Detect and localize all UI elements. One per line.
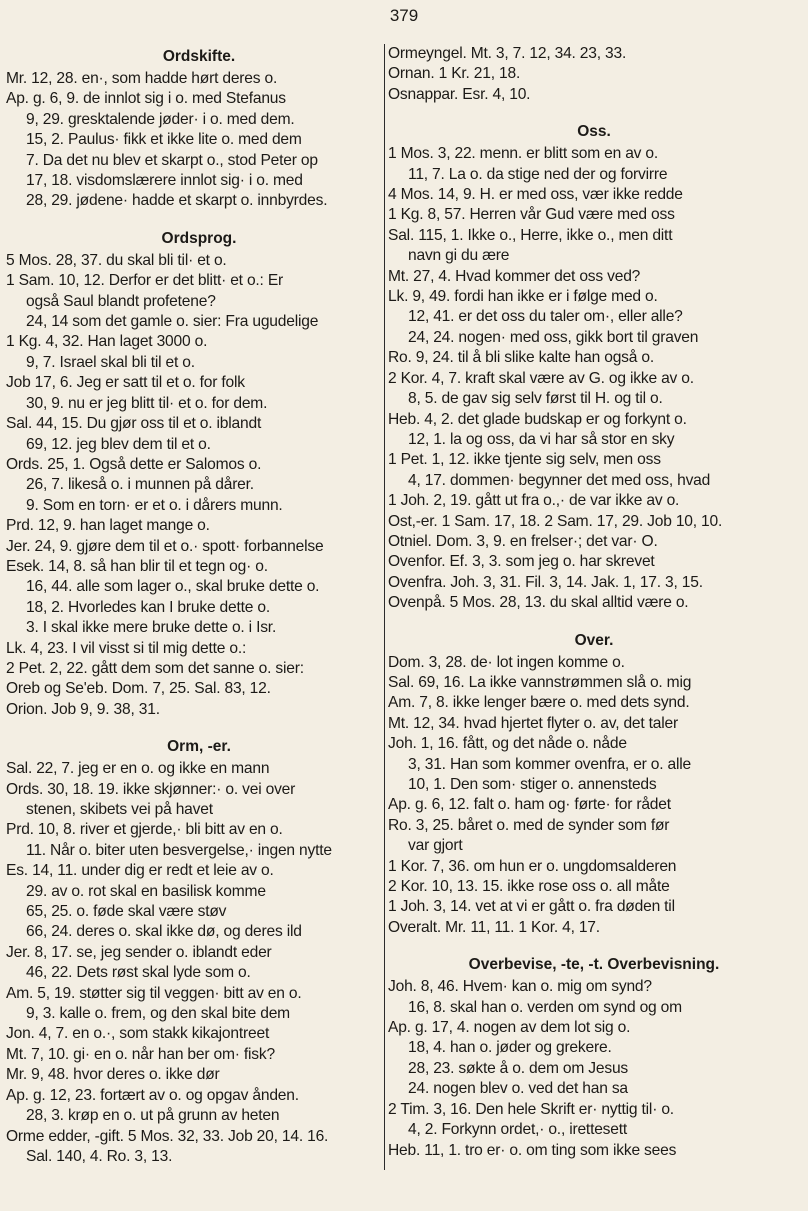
reference-line: navn gi du ære [408, 247, 510, 265]
reference-line: 18, 2. Hvorledes kan I bruke dette o. [26, 598, 270, 616]
reference-line: 8, 5. de gav sig selv først til H. og til o. [408, 390, 663, 408]
reference-line: Sal. 140, 4. Ro. 3, 13. [26, 1147, 173, 1165]
reference-line: 11. Når o. biter uten besvergelse,· ingen nytte [26, 841, 332, 859]
reference-line: Dom. 3, 28. de· lot ingen komme o. [388, 653, 625, 671]
reference-line: Ovenfor. Ef. 3, 3. som jeg o. har skrevet [388, 553, 655, 571]
reference-line: Jer. 8, 17. se, jeg sender o. iblandt eder [6, 943, 272, 961]
reference-line: Prd. 12, 9. han laget mange o. [6, 517, 210, 535]
reference-line: 69, 12. jeg blev dem til et o. [26, 435, 211, 453]
concordance-entry [6, 226, 392, 720]
reference-line: Ornan. 1 Kr. 21, 18. [388, 65, 521, 83]
reference-line: 28, 3. krøp en o. ut på grunn av heten [26, 1107, 280, 1125]
reference-line: Ap. g. 6, 9. de innlot sig i o. med Stefanus [6, 90, 286, 108]
right-column [384, 44, 800, 1161]
reference-line: Jon. 4, 7. en o.·, som stakk kikajontreet [6, 1025, 270, 1043]
reference-line: 16, 8. skal han o. verden om synd og om [408, 998, 682, 1016]
reference-line: 5 Mos. 28, 37. du skal bli til· et o. [6, 251, 227, 269]
reference-line: 1 Sam. 10, 12. Derfor er det blitt· et o.: Er [6, 272, 284, 290]
reference-line: 16, 44. alle som lager o., skal bruke dette o. [26, 578, 320, 596]
reference-line: 10, 1. Den som· stiger o. annensteds [408, 776, 657, 793]
reference-line: Osnappar. Esr. 4, 10. [388, 85, 531, 103]
reference-line: Job 17, 6. Jeg er satt til et o. for folk [6, 374, 245, 392]
reference-line: Ovenfra. Joh. 3, 31. Fil. 3, 14. Jak. 1, 17. 3, 15. [388, 573, 703, 591]
reference-line: 7. Da det nu blev et skarpt o., stod Peter op [26, 151, 318, 169]
reference-line: 2 Tim. 3, 16. Den hele Skrift er· nyttig til· o. [388, 1100, 674, 1118]
concordance-entry [388, 628, 800, 939]
reference-line: 9, 29. gresktalende jøder· i o. med dem. [26, 110, 295, 128]
reference-line: 3. I skal ikke mere bruke dette o. i Isr. [26, 619, 277, 637]
left-column [6, 44, 392, 1167]
page-number: 379 [389, 6, 419, 25]
reference-line: Otniel. Dom. 3, 9. en frelser·; det var· O. [388, 532, 658, 550]
concordance-entry [6, 734, 392, 1167]
reference-line: 4 Mos. 14, 9. H. er med oss, vær ikke redde [388, 186, 683, 204]
reference-line: 1 Joh. 2, 19. gått ut fra o.,· de var ikke av o. [388, 492, 680, 510]
entry-heading: Ordsprog. [161, 229, 237, 247]
reference-line: 4, 17. dommen· begynner det med oss, hvad [408, 471, 711, 489]
reference-line: Ap. g. 6, 12. falt o. ham og· førte· for rådet [388, 796, 671, 814]
entry-heading: Overbevise, -te, -t. Overbevisning. [468, 956, 720, 974]
concordance-entry [388, 952, 800, 1161]
reference-line: Sal. 69, 16. La ikke vannstrømmen slå o. mig [388, 673, 692, 691]
reference-line: Esek. 14, 8. så han blir til et tegn og· o. [6, 557, 268, 575]
reference-line: 24, 24. nogen· med oss, gikk bort til graven [408, 328, 699, 346]
reference-line: Ords. 30, 18. 19. ikke skjønner:· o. vei over [6, 780, 296, 798]
entry-heading: Ordskifte. [162, 48, 236, 65]
reference-line: 9. Som en torn· er et o. i dårers munn. [26, 496, 283, 514]
reference-line: Ro. 3, 25. båret o. med de synder som før [388, 816, 670, 834]
reference-line: Lk. 9, 49. fordi han ikke er i følge med o. [388, 288, 658, 306]
reference-line: 46, 22. Dets røst skal lyde som o. [26, 964, 251, 982]
reference-line: Joh. 8, 46. Hvem· kan o. mig om synd? [388, 978, 652, 996]
reference-line: 30, 9. nu er jeg blitt til· et o. for dem. [26, 394, 268, 412]
reference-line: Oreb og Se'eb. Dom. 7, 25. Sal. 83, 12. [6, 680, 271, 698]
reference-line: 2 Pet. 2, 22. gått dem som det sanne o. sier: [6, 659, 304, 677]
reference-line: Mr. 9, 48. hvor deres o. ikke dør [6, 1066, 220, 1084]
reference-line: Mt. 12, 34. hvad hjertet flyter o. av, det taler [388, 714, 679, 732]
reference-line: 11, 7. La o. da stige ned der og forvirre [408, 165, 668, 183]
reference-line: Overalt. Mr. 11, 11. 1 Kor. 4, 17. [388, 918, 600, 936]
reference-line: 17, 18. visdomslærere innlot sig· i o. med [26, 172, 303, 190]
reference-line: 12, 1. la og oss, da vi har så stor en sky [408, 430, 675, 448]
reference-line: 29. av o. rot skal en basilisk komme [26, 882, 266, 900]
reference-line: 66, 24. deres o. skal ikke dø, og deres ild [26, 923, 302, 941]
reference-line: Ost,-er. 1 Sam. 17, 18. 2 Sam. 17, 29. Job 10, 10. [388, 512, 723, 530]
reference-line: 1 Kg. 8, 57. Herren vår Gud være med oss [388, 206, 675, 224]
reference-line: Ro. 9, 24. til å bli slike kalte han også o. [388, 349, 654, 367]
reference-line: 4, 2. Forkynn ordet,· o., irettesett [408, 1121, 628, 1139]
reference-line: 24, 14 som det gamle o. sier: Fra ugudelige [26, 313, 319, 331]
reference-line: Ormeyngel. Mt. 3, 7. 12, 34. 23, 33. [388, 45, 627, 62]
reference-line: Joh. 1, 16. fått, og det nåde o. nåde [388, 735, 627, 753]
reference-line: Am. 5, 19. støtter sig til veggen· bitt av en o. [6, 984, 302, 1002]
reference-line: 18, 4. han o. jøder og grekere. [408, 1039, 612, 1057]
reference-line: 9, 7. Israel skal bli til et o. [26, 353, 195, 371]
reference-line: 1 Kor. 7, 36. om hun er o. ungdomsalderen [388, 857, 677, 875]
reference-line: 3, 31. Han som kommer ovenfra, er o. alle [408, 755, 692, 773]
reference-line: Sal. 44, 15. Du gjør oss til et o. iblandt [6, 415, 262, 433]
reference-line: 65, 25. o. føde skal være støv [26, 903, 227, 921]
concordance-entry [388, 119, 800, 613]
reference-line: 28, 29. jødene· hadde et skarpt o. innbyrdes. [26, 192, 328, 210]
reference-line: Orion. Job 9, 9. 38, 31. [6, 700, 160, 718]
reference-line: Orme edder, -gift. 5 Mos. 32, 33. Job 20, 14. 16. [6, 1127, 329, 1145]
reference-line: Am. 7, 8. ikke lenger bære o. med dets synd. [388, 694, 690, 712]
reference-line: Prd. 10, 8. river et gjerde,· bli bitt av en o. [6, 821, 283, 839]
reference-line: var gjort [408, 837, 463, 855]
reference-line: Es. 14, 11. under dig er redt et leie av o. [6, 862, 274, 880]
reference-line: Mt. 27, 4. Hvad kommer det oss ved? [388, 267, 641, 285]
reference-line: 1 Pet. 1, 12. ikke tjente sig selv, men oss [388, 451, 661, 469]
reference-line: Jer. 24, 9. gjøre dem til et o.· spott· forbannelse [6, 537, 324, 555]
reference-line: også Saul blandt profetene? [26, 292, 216, 310]
entry-heading: Orm, -er. [167, 738, 231, 756]
reference-line: Sal. 115, 1. Ikke o., Herre, ikke o., men ditt [388, 226, 673, 244]
reference-line: Sal. 22, 7. jeg er en o. og ikke en mann [6, 760, 270, 778]
reference-line: 1 Joh. 3, 14. vet at vi er gått o. fra døden til [388, 898, 675, 916]
reference-line: 9, 3. kalle o. frem, og den skal bite dem [26, 1005, 290, 1023]
reference-line: 2 Kor. 10, 13. 15. ikke rose oss o. all måte [388, 878, 670, 896]
entry-heading: Over. [574, 631, 614, 649]
reference-line: 28, 23. søkte å o. dem om Jesus [408, 1059, 629, 1077]
reference-line: 15, 2. Paulus· fikk et ikke lite o. med dem [26, 131, 302, 149]
reference-line: 1 Kg. 4, 32. Han laget 3000 o. [6, 333, 208, 351]
reference-line: Mr. 12, 28. en·, som hadde hørt deres o. [6, 70, 278, 87]
concordance-entry [6, 44, 392, 212]
reference-line: 2 Kor. 4, 7. kraft skal være av G. og ikke av o. [388, 369, 694, 387]
reference-line: 24. nogen blev o. ved det han sa [408, 1080, 628, 1098]
reference-line: Ovenpå. 5 Mos. 28, 13. du skal alltid være o. [388, 594, 689, 612]
reference-line: Ap. g. 12, 23. fortært av o. og opgav ånden. [6, 1086, 299, 1104]
reference-line: 12, 41. er det oss du taler om·, eller alle? [408, 308, 683, 326]
reference-line: 26, 7. likeså o. i munnen på dårer. [26, 476, 254, 494]
reference-line: 1 Mos. 3, 22. menn. er blitt som en av o. [388, 145, 659, 163]
reference-line: Ap. g. 17, 4. nogen av dem lot sig o. [388, 1019, 631, 1037]
entry-heading: Oss. [577, 123, 611, 141]
reference-line: Heb. 4, 2. det glade budskap er og forkynt o. [388, 410, 687, 428]
reference-line: Lk. 4, 23. I vil visst si til mig dette o.: [6, 639, 247, 657]
reference-line: Heb. 11, 1. tro er· o. om ting som ikke sees [388, 1141, 677, 1159]
reference-line: Ords. 25, 1. Også dette er Salomos o. [6, 455, 262, 473]
concordance-entry [388, 44, 800, 105]
reference-line: Mt. 7, 10. gi· en o. når han ber om· fisk? [6, 1045, 275, 1063]
reference-line: stenen, skibets vei på havet [26, 801, 213, 818]
